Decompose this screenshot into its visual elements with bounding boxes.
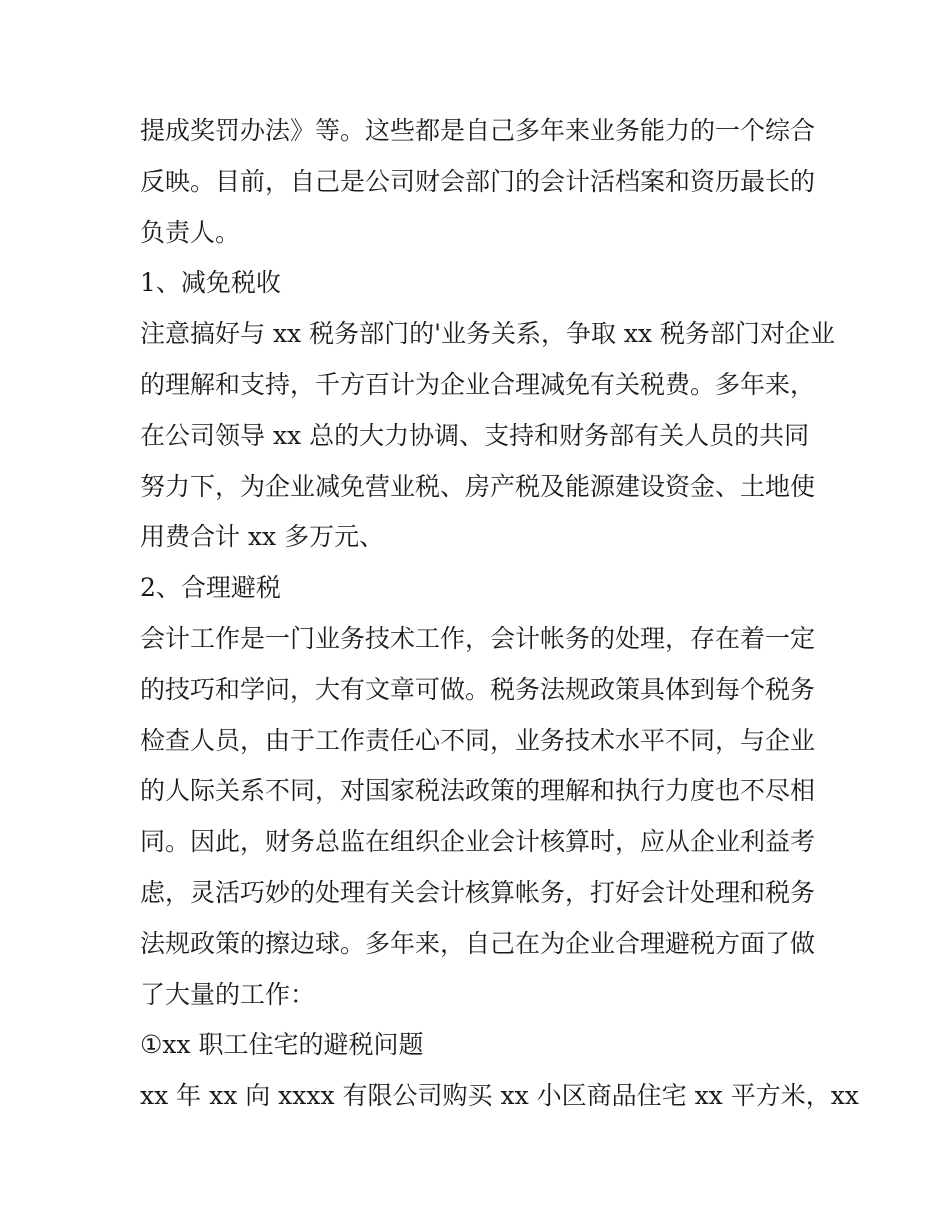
text-line: 会计工作是一门业务技术工作，会计帐务的处理，存在着一定 [140,623,816,653]
subsection-heading: ①xx 职工住宅的避税问题 [140,1030,424,1060]
text-line: 法规政策的擦边球。多年来，自己在为企业合理避税方面了做 [140,928,816,958]
text-line: 的理解和支持，千方百计为企业合理减免有关税费。多年来， [140,369,816,399]
text-line: 负责人。 [140,217,241,247]
text-line: 注意搞好与 xx 税务部门的'业务关系，争取 xx 税务部门对企业 [140,319,836,349]
text-line: 提成奖罚办法》等。这些都是自己多年来业务能力的一个综合 [140,116,816,145]
section-heading-1: 1、减免税收 [140,268,281,298]
text-line: xx 年 xx 向 xxxx 有限公司购买 xx 小区商品住宅 xx 平方米，xx [140,1081,859,1111]
text-line: 检查人员，由于工作责任心不同，业务技术水平不同，与企业 [140,725,816,755]
text-line: 反映。目前，自己是公司财会部门的会计活档案和资历最长的 [140,166,816,196]
text-line: 虑，灵活巧妙的处理有关会计核算帐务，打好会计处理和税务 [140,877,816,907]
text-line: 在公司领导 xx 总的大力协调、支持和财务部有关人员的共同 [140,420,810,450]
text-line: 努力下，为企业减免营业税、房产税及能源建设资金、土地使 [140,471,816,501]
text-line: 用费合计 xx 多万元、 [140,522,385,552]
text-line: 的技巧和学问，大有文章可做。税务法规政策具体到每个税务 [140,674,816,704]
section-heading-2: 2、合理避税 [140,573,281,603]
text-line: 的人际关系不同，对国家税法政策的理解和执行力度也不尽相 [140,776,816,806]
document-body [140,106,859,1122]
text-line: 同。因此，财务总监在组织企业会计核算时，应从企业利益考 [140,827,816,857]
text-line: 了大量的工作： [140,979,316,1009]
